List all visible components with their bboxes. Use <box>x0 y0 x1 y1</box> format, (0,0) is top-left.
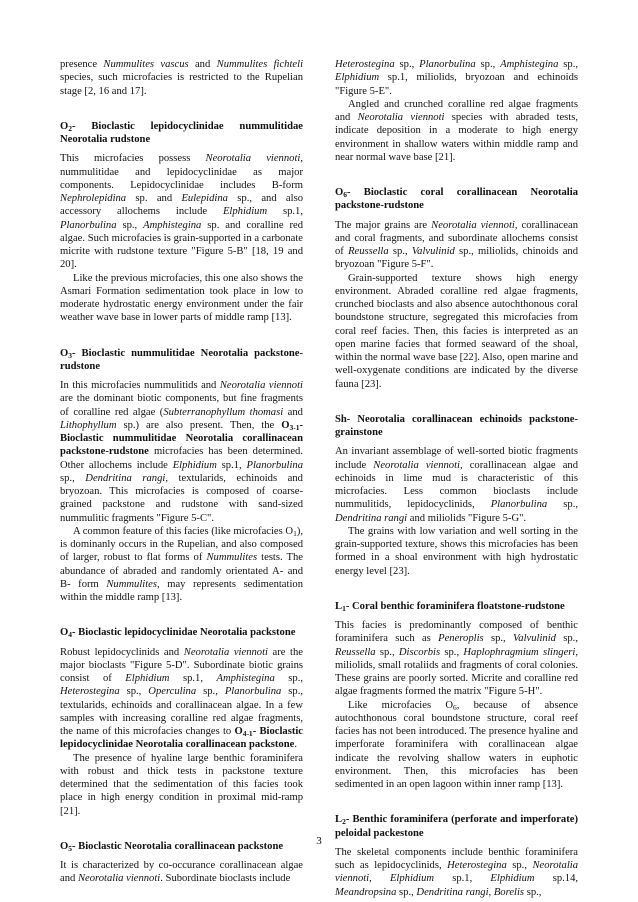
paragraph: Like the previous microfacies, this one also shows the Asmari Formation sedimentation took place in low to moderate hydrostatic energy environment under the fair weather wave base in lower parts of middle ramp [13]. <box>60 272 303 324</box>
paragraph: An invariant assemblage of well-sorted biotic fragments include Neorotalia viennoti, corallinacean algae and echinoids in lime mud is characteristic of this microfacies. Less common bioclasts include nummulitids, lepidocyclinids, Planorbulina sp., Dendritina rangi and miliolids "Figure 5-G". <box>335 446 578 524</box>
paragraph: Like microfacies $O_6$, because of absence autochthonous coral boundstone structure, coral reef facies has not been introduced. The presence hyaline and imperforate foraminifera with corallinacean algae indicate the revolving shallow waters in euphotic environment. Then, this microfacies has been sedimented in an open lagoon within inner ramp [13]. <box>335 699 579 790</box>
section-heading-o4: $O_4-$ Bioclastic lepidocyclinidae Neorotalia packstone <box>60 627 296 640</box>
section-heading-sh: Sh- Neorotalia corallinacean echinoids packstone-grainstone <box>335 413 578 438</box>
paragraph: The grains with low variation and well sorting in the grain-supported texture, shows this microfacies has been formed in a shoal environment with high hydrostatic energy level [23]. <box>335 525 578 577</box>
page-number: 3 <box>316 835 322 847</box>
section-heading-l2: $L_2-$ Benthic foraminifera (perforate and imperforate) peloidal packestone <box>335 814 578 839</box>
section-heading-o5: $O_5-$ Bioclastic Neorotalia corallinacean packstone <box>60 840 284 853</box>
paragraph: The major grains are Neorotalia viennoti, corallinacean and coral fragments, and subordinate allochems consist of Reussella sp., Valvulinid sp., miliolids, chinoids and bryozoan "Figure 5-F". <box>335 219 578 271</box>
section-heading-o3: $O_3-$ Bioclastic nummulitidae Neorotalia packstone-rudstone <box>60 347 303 372</box>
paragraph: It is characterized by co-occurance corallinacean algae and Neorotalia viennoti. Subordinate bioclasts include <box>60 860 303 885</box>
paragraph: The skeletal components include benthic foraminifera such as lepidocyclinids, Heterostegina sp., Neorotalia viennoti, Elphidium sp.1, Elphidium sp.14, Meandropsina sp., Dendritina rangi, Borelis sp., <box>335 846 579 898</box>
paragraph: Grain-supported texture shows high energy environment. Abraded coralline red algae fragments, crunched bioclasts and also absence autochthonous coral boundstone structure, segregated this microfacies from coral reef facies. Then, this facies is interpreted as an open marine facies that formed seaward of the shoal, within the normal wave base [22]. Also, open marine and well-oxygenate conditions are indicated by the diverse fauna [23]. <box>335 272 578 390</box>
left-column <box>60 58 303 886</box>
paragraph: A common feature of this facies (like microfacies $O_1$), is dominanly occurs in the Rupelian, and also composed of larger, robust to flat forms of Nummulites tests. The abundance of abraded and randomly orientated A- and B- form Nummulites, may represents sedimentation within the middle ramp [13]. <box>60 525 304 603</box>
paragraph: The presence of hyaline large benthic foraminifera with robust and thick tests in packstone texture determined that the sedimentation of this facies took place in high energy condition in proximal mid-ramp [21]. <box>60 752 303 817</box>
paragraph: presence Nummulites vascus and Nummulites fichteli species, such microfacies is restricted to the Rupelian stage [2, 16 and 17]. <box>60 59 304 97</box>
paragraph: Robust lepidocyclinids and Neorotalia viennoti are the major bioclasts "Figure 5-D". Subordinate biotic grains consist of Elphidium sp.1, Amphistegina sp., Heterostegina sp., Operculina sp., Planorbulina sp., textularids, echinoids and corallinacean algae. In a few samples with increasing coralline red algae fragments, the name of this microfacies changes to $O_{4-1}-$ Bioclastic lepidocyclinidae Neorotalia corallinacean packstone. <box>60 646 304 751</box>
section-heading-l1: $L_1-$ Coral benthic foraminifera floatstone-rudstone <box>335 600 565 613</box>
paragraph: This facies is predominantly composed of benthic foraminifera such as Peneroplis sp., Valvulinid sp., Reussella sp., Discorbis sp., Haplophragmium slingeri, miliolids, small rotaliids and fragments of coral colonies. These grains are poorly sorted. Micrite and coralline red algae fragments formed the matrix "Figure 5-H". <box>335 620 579 698</box>
paragraph: In this microfacies nummulitids and Neorotalia viennoti are the dominant biotic components, but fine fragments of coralline red algae (Subterranophyllum thomasi and Lithophyllum sp.) are also present. Then, the $O_{3-1}-$ Bioclastic nummulitidae Neorotalia corallinacean packstone-rudstone microfacies has been determined. Other allochems include Elphidium sp.1, Planorbulina sp., Dendritina rangi, textularids, echinoids and bryozoan. This microfacies is composed of coarse-grained packstone and rudstone with sand-sized nummulitic fragments "Figure 5-C". <box>60 380 304 524</box>
section-heading-o6: $O_6-$ Bioclastic coral corallinacean Neorotalia packstone-rudstone <box>335 187 578 212</box>
paragraph: Heterostegina sp., Planorbulina sp., Amphistegina sp., Elphidium sp.1, miliolids, bryozoan and echinoids "Figure 5-E". <box>335 59 578 97</box>
paragraph: This microfacies possess Neorotalia viennoti, nummulitidae and lepidocyclinidae as major components. Lepidocyclinidae includes B-form Nephrolepidina sp. and Eulepidina sp., and also accessory allochems include Elphidium sp.1, Planorbulina sp., Amphistegina sp. and coralline red algae. Such microfacies is grain-supported in a carbonate micrite with rudstone texture "Figure 5-B" [18, 19 and 20]. <box>60 153 304 271</box>
paragraph: Angled and crunched coralline red algae fragments and Neorotalia viennoti species with abraded tests, indicate deposition in a moderate to high energy environment in shallow waters within middle ramp and near normal wave base [21]. <box>335 98 579 163</box>
section-heading-o2: $O_2-$ Bioclastic lepidocyclinidae nummulitidae Neorotalia rudstone <box>60 120 303 145</box>
right-column <box>335 58 578 899</box>
